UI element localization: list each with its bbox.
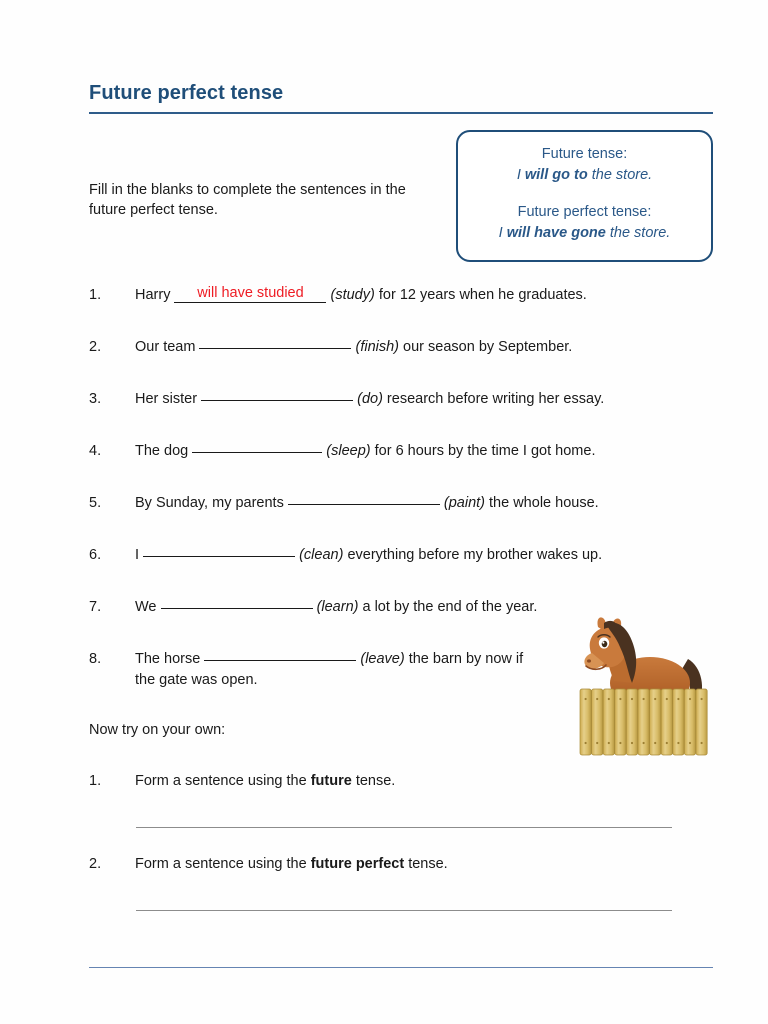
horse-behind-fence-illustration [576, 617, 712, 757]
question-text: Our team (finish) our season by September. [135, 339, 573, 355]
verb-cue: (paint) [443, 495, 485, 511]
wooden-fence [580, 689, 707, 755]
instruction-text: Fill in the blanks to complete the sentences in the future perfect tense. [89, 182, 406, 218]
page-title: Future perfect tense [89, 82, 284, 104]
answer-blank-8[interactable] [204, 660, 356, 661]
answer-blank-6[interactable] [143, 556, 295, 557]
own-section-heading: Now try on your own: [89, 722, 226, 738]
future-perfect-example: I will have gone the store. [498, 225, 671, 241]
future-perfect-label: Future perfect tense: [517, 204, 652, 220]
question-number: 5. [89, 495, 102, 511]
question-number: 1. [89, 287, 102, 303]
question-text: We (learn) a lot by the end of the year. [135, 599, 538, 615]
question-1 [89, 285, 729, 306]
question-number: 3. [89, 391, 102, 407]
question-number: 2. [89, 339, 102, 355]
tense-emphasis: future [310, 773, 352, 789]
verb-cue: (sleep) [326, 443, 371, 459]
answer-blank-2[interactable] [199, 348, 351, 349]
question-7 [89, 597, 729, 618]
tense-example-box [456, 130, 713, 262]
question-number: 4. [89, 443, 102, 459]
question-number: 8. [89, 651, 102, 667]
verb-cue: (finish) [355, 339, 400, 355]
tense-emphasis: future perfect [310, 856, 405, 872]
title-divider [89, 112, 713, 114]
question-3 [89, 389, 729, 410]
question-number: 7. [89, 599, 102, 615]
future-tense-label: Future tense: [541, 146, 628, 162]
verb-cue: (learn) [316, 599, 359, 615]
question-text: Harry will have studied (study) for 12 years when he graduates. [135, 285, 587, 303]
answer-blank-1[interactable]: will have studied [174, 285, 326, 303]
own-answer-line-2[interactable] [136, 910, 672, 911]
verb-cue: (clean) [299, 547, 344, 563]
question-2 [89, 337, 729, 358]
own-item-text: Form a sentence using the future perfect tense. [135, 856, 448, 872]
question-text: The dog (sleep) for 6 hours by the time I got home. [135, 443, 596, 459]
own-item-text: Form a sentence using the future tense. [135, 773, 396, 789]
question-5 [89, 493, 729, 514]
own-item-2 [89, 854, 729, 875]
question-6 [89, 545, 729, 566]
answer-blank-3[interactable] [201, 400, 353, 401]
question-text: The horse (leave) the barn by now if the gate was open. [135, 651, 524, 688]
question-text: I (clean) everything before my brother wakes up. [135, 547, 603, 563]
answer-blank-7[interactable] [161, 608, 313, 609]
question-text: Her sister (do) research before writing her essay. [135, 391, 605, 407]
question-4 [89, 441, 729, 462]
question-text-line2: the gate was open. [135, 672, 258, 688]
own-item-number: 2. [89, 856, 102, 872]
own-answer-line-1[interactable] [136, 827, 672, 828]
future-tense-example: I will go to the store. [516, 167, 653, 183]
answer-blank-4[interactable] [192, 452, 322, 453]
answer-blank-5[interactable] [288, 504, 440, 505]
footer-divider [89, 967, 713, 968]
question-number: 6. [89, 547, 102, 563]
verb-cue: (leave) [360, 651, 405, 667]
verb-cue: (do) [357, 391, 383, 407]
own-item-number: 1. [89, 773, 102, 789]
info-box-spacer [458, 186, 711, 202]
verb-cue: (study) [330, 287, 375, 303]
question-text: By Sunday, my parents (paint) the whole house. [135, 495, 599, 511]
own-item-1 [89, 771, 729, 792]
